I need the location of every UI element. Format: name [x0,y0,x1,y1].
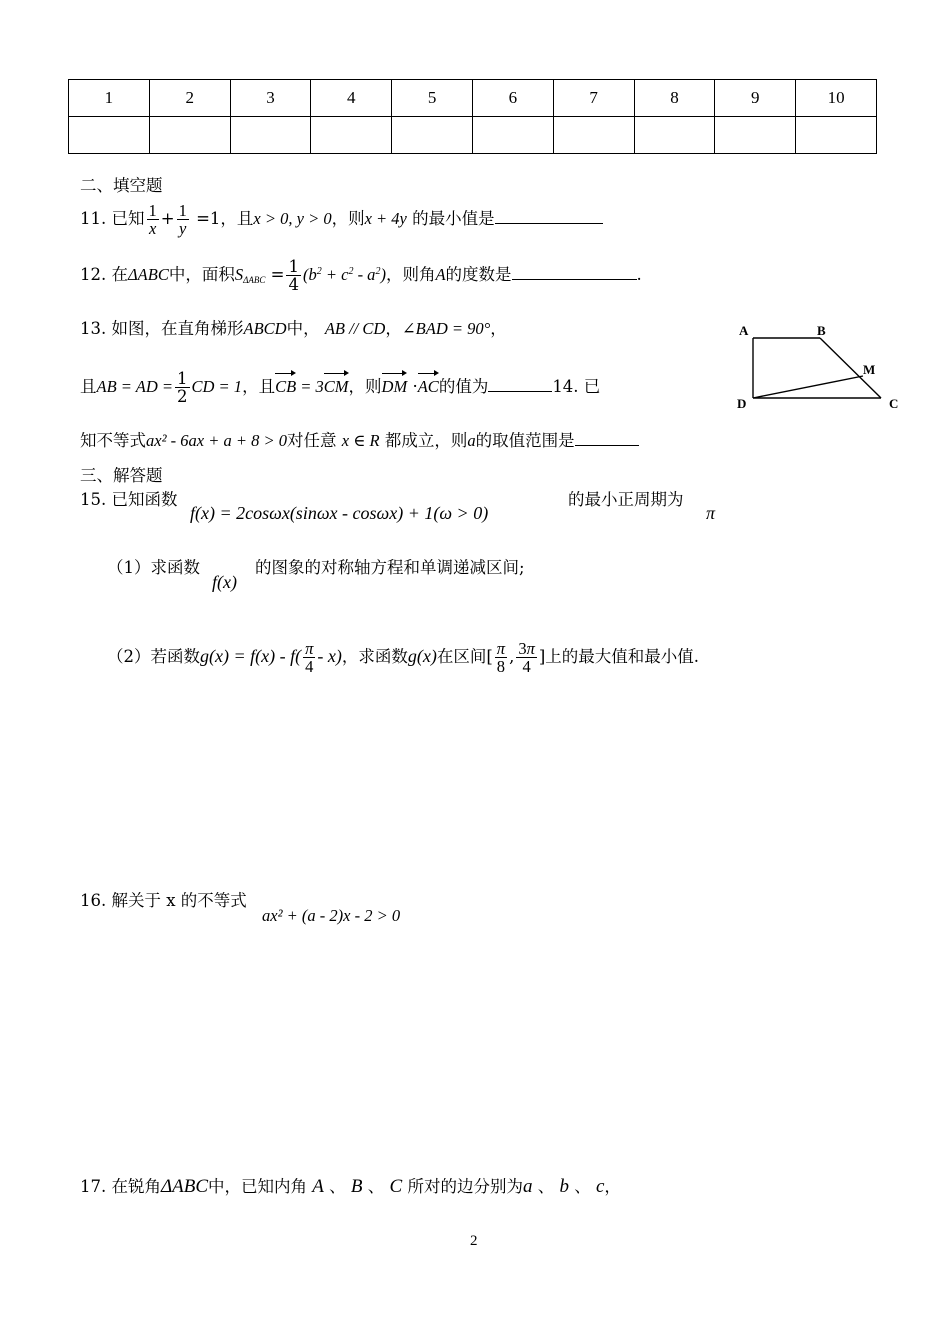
label-a: A [739,323,749,338]
label-d: D [737,396,747,411]
answer-cell[interactable] [796,117,877,154]
question-14: 知不等式ax² - 6ax + a + 8 > 0对任意 x ∈ R 都成立，则a的取值范围是 [80,430,639,452]
answer-blank[interactable] [495,209,603,224]
question-15-suffix: 的最小正周期为 [568,490,684,509]
fraction-1-over-y: $\frac{1}{y}$ [178,201,187,238]
question-15-part-1-func: f(x) [212,572,237,592]
question-15-function: f(x) = 2cosωx(sinωx - cosωx) + 1(ω > 0) [190,503,489,523]
fraction-1-over-x: $\frac{1}{x}$ [148,201,157,238]
answer-cell[interactable] [553,117,634,154]
answer-cell[interactable] [392,117,473,154]
answer-blank[interactable] [512,265,637,280]
answer-cell[interactable] [634,117,715,154]
answer-table-header: 9 [715,80,796,117]
segment-dm [753,376,863,398]
question-16-inequality: ax² + (a - 2)x - 2 > 0 [262,906,401,925]
answer-cell[interactable] [472,117,553,154]
vector-ac: AC [417,377,439,396]
vector-dm: DM [381,377,408,396]
answer-table-header: 6 [472,80,553,117]
answer-table-header-row [69,80,877,117]
answer-cell[interactable] [715,117,796,154]
fraction-3pi-over-4: $\frac{3\pi}{4}$ [518,639,535,676]
section-fill-heading: 二、填空题 [80,176,163,195]
answer-cell[interactable] [311,117,392,154]
answer-table-header: 1 [69,80,150,117]
question-13-line-2: 且AB = AD = $\frac{1}{2}$ CD = 1，且CB = 3CM，则DM ·AC的值为 14. 已 [80,369,601,406]
question-15-part-2: （2）若函数g(x) = f(x) - f( $\frac{\pi}{4}$ - x)，求函数g(x)在区间[ $\frac{\pi}{8}$ , $\frac{3\pi}{4}$ ]上的最大值和最小值. [107,639,700,676]
answer-table-header: 4 [311,80,392,117]
question-13-line-1: 13. 如图，在直角梯形ABCD中， AB // CD，∠BAD = 90°， [80,319,507,338]
answer-cell[interactable] [69,117,150,154]
fraction-pi-over-4: $\frac{\pi}{4}$ [305,639,314,676]
answer-blank[interactable] [575,431,639,446]
question-15-part-1: （1）求函数 [107,558,200,577]
question-15-period: π [706,503,716,523]
answer-cell[interactable] [230,117,311,154]
answer-table-header: 7 [553,80,634,117]
answer-table-header: 2 [149,80,230,117]
trapezoid-figure [733,318,903,414]
question-15-part-1-suffix: 的图象的对称轴方程和单调递减区间; [255,558,525,577]
vector-cm: CM [323,377,349,396]
answer-table-header: 8 [634,80,715,117]
answer-table-header: 10 [796,80,877,117]
page-number: 2 [470,1233,478,1249]
label-m: M [863,362,876,377]
question-15-prefix: 15. 已知函数 [80,490,178,509]
fraction-1-over-2: $\frac{1}{2}$ [177,369,188,406]
label-b: B [817,323,826,338]
fraction-pi-over-8: $\frac{\pi}{8}$ [496,639,506,676]
section-solve-heading: 三、解答题 [80,466,163,485]
answer-blank[interactable] [488,377,552,392]
answer-table-header: 5 [392,80,473,117]
answer-table-answer-row [69,117,877,154]
vector-cb: CB [275,377,297,396]
question-17: 17. 在锐角ΔABC中，已知内角 A 、 B 、 C 所对的边分别为a 、 b 、 c， [80,1176,621,1197]
question-11: 11. 已知 $\frac{1}{x}$ + $\frac{1}{y}$ =1，且x > 0, y > 0，则x + 4y 的最小值是 [80,202,603,237]
fraction-1-over-4: $\frac{1}{4}$ [288,257,299,294]
answer-cell[interactable] [149,117,230,154]
answer-table-header: 3 [230,80,311,117]
answer-table [68,79,877,154]
label-c: C [889,396,899,411]
question-12: 12. 在ΔABC中，面积$S_{\Delta ABC}$ = $\frac{1}{4}$ $(b^2 + c^2 - a^2)$，则角A的度数是 . [80,257,642,294]
question-16-prefix: 16. 解关于 x 的不等式 [80,891,247,910]
